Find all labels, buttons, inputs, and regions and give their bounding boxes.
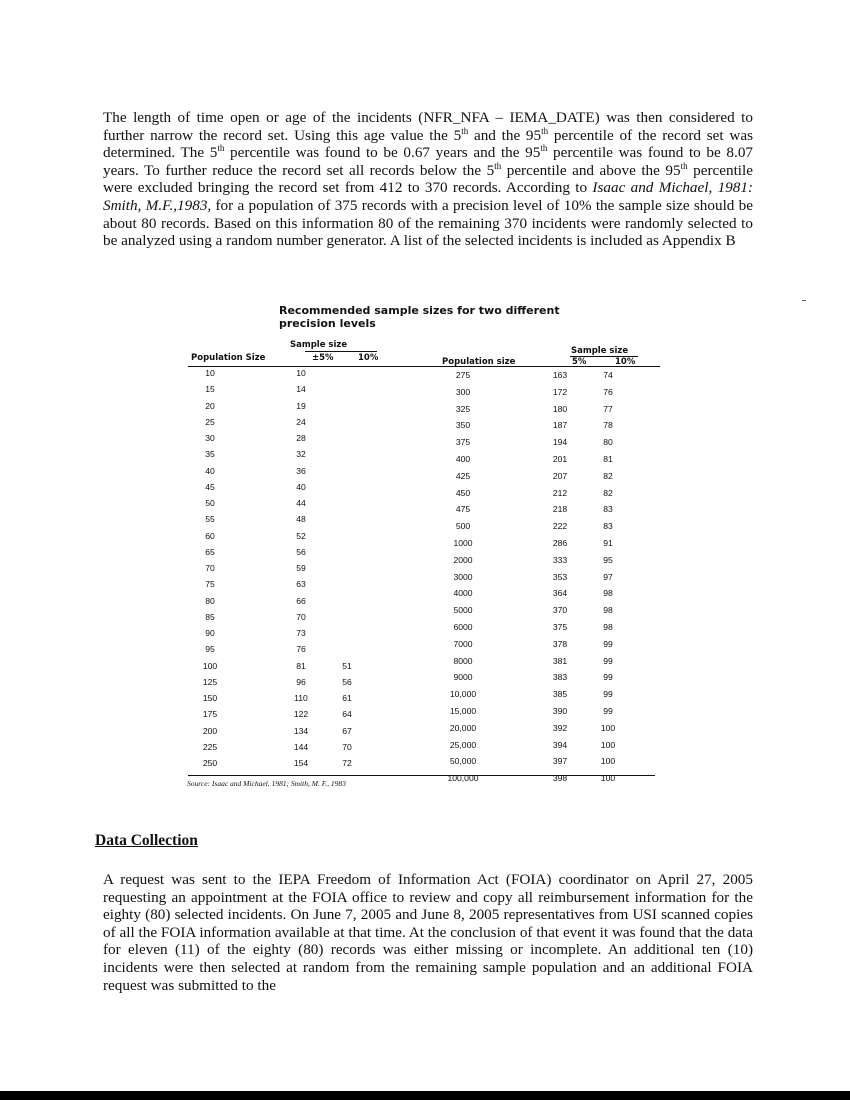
table-cell: 381 (552, 655, 568, 666)
table-cell: 3000 (453, 571, 473, 582)
table-cell: 70 (205, 563, 215, 573)
table-cell: 397 (552, 756, 568, 767)
table-cell: 375 (455, 437, 471, 448)
table-cell: 100 (202, 660, 218, 671)
table-cell: 99 (603, 706, 613, 716)
table-cell: 450 (455, 487, 471, 498)
table-cell: 154 (293, 758, 309, 768)
table-cell: 63 (296, 579, 306, 590)
table-cell: 475 (455, 504, 471, 515)
table-cell: 5000 (453, 605, 473, 616)
intro-paragraph: The length of time open or age of the incidents (NFR_NFA – IEMA_DATE) was then considered to further narrow the record set. Using this age value the 5th and the 95th percentile of the record set was determined. The 5th percentile was found to be 0.67 years and the 95th percentile was found to be 8.07 years. To further reduce the record set all records below the 5th percentile and above the 95th percentile were excluded bringing the record set from 412 to 370 records. According to Isaac and Michael, 1981: Smith, M.F.,1983, for a population of 375 records with a precision level of 10% the sample size should be about 80 records. Based on this information 80 of the remaining 370 incidents were randomly selected to be analyzed using a random number generator. A list of the selected incidents is included as Appendix B (103, 109, 754, 250)
table-cell: 125 (202, 676, 218, 687)
table-cell: 201 (552, 454, 568, 464)
table-cell: 76 (296, 644, 306, 655)
table-bottom-rule (188, 775, 655, 776)
table-cell: 95 (603, 554, 613, 565)
table-cell: 375 (552, 622, 568, 632)
table-source: Source: Isaac and Michael, 1981; Smith, M. F., 1983 (187, 779, 346, 788)
table-cell: 207 (552, 470, 568, 481)
table-cell: 172 (552, 386, 568, 397)
table-cell: 20 (205, 400, 215, 411)
table-cell: 97 (603, 571, 613, 582)
table-cell: 134 (293, 725, 309, 736)
table-cell: 24 (296, 416, 306, 427)
table-cell: 35 (205, 449, 215, 460)
table-cell: 36 (296, 465, 306, 476)
table-cell: 99 (603, 655, 613, 666)
table-cell: 14 (296, 384, 306, 395)
table-cell: 400 (455, 454, 471, 464)
population-size-header-right: Population size (442, 357, 516, 367)
table-cell: 65 (205, 546, 215, 557)
table-cell: 83 (603, 521, 613, 532)
table-cell: 378 (552, 638, 568, 649)
table-cell: 74 (603, 370, 613, 380)
table-cell: 212 (552, 487, 568, 498)
table-cell: 364 (552, 588, 568, 599)
table-cell: 59 (296, 563, 306, 573)
table-cell: 64 (342, 709, 352, 720)
table-cell: 8000 (453, 655, 473, 666)
table-cell: 45 (205, 481, 215, 492)
table-cell: 60 (205, 530, 215, 541)
table-top-rule (188, 366, 660, 367)
pct10-header-right: 10% (615, 357, 636, 367)
table-cell: 30 (205, 433, 215, 443)
table-cell: 76 (603, 386, 613, 397)
section-heading: Data Collection (95, 832, 198, 849)
table-cell: 56 (296, 546, 306, 557)
table-caption: Recommended sample sizes for two different precision levels (279, 304, 560, 330)
table-cell: 66 (296, 595, 306, 606)
table-cell: 353 (552, 571, 568, 582)
table-cell: 2000 (453, 554, 473, 565)
table-cell: 25 (205, 416, 215, 427)
table-cell: 275 (455, 370, 471, 380)
table-cell: 15 (205, 384, 215, 395)
table-cell: 187 (552, 420, 568, 431)
table-cell: 75 (205, 579, 215, 590)
data-collection-paragraph: A request was sent to the IEPA Freedom of Information Act (FOIA) coordinator on April 27, 2005 requesting an appointment at the FOIA office to review and copy all reimbursement information for the eighty (80) selected incidents. On June 7, 2005 and June 8, 2005 representatives from USI scanned copies of all the FOIA information available at that time. At the conclusion of that event it was found that the data for eleven (11) of the eighty (80) records was either missing or incomplete. An additional ten (10) incidents were then selected at random from the remaining sample population and an additional FOIA request was submitted to the (103, 871, 753, 994)
table-cell: 385 (552, 689, 568, 700)
table-cell: 44 (296, 498, 306, 508)
table-cell: 90 (205, 628, 215, 638)
table-cell: 6000 (453, 622, 473, 632)
table-cell: 40 (205, 465, 215, 476)
table-cell: 80 (603, 437, 613, 448)
table-cell: 15,000 (449, 706, 477, 716)
table-cell: 91 (603, 538, 613, 548)
table-cell: 96 (296, 676, 306, 687)
table-cell: 100 (600, 739, 616, 750)
table-cell: 61 (342, 693, 352, 703)
table-cell: 4000 (453, 588, 473, 599)
table-cell: 82 (603, 487, 613, 498)
margin-mark (802, 300, 806, 301)
table-cell: 78 (603, 420, 613, 431)
population-size-header-left: Population Size (191, 353, 266, 363)
table-cell: 392 (552, 722, 568, 733)
table-cell: 194 (552, 437, 568, 448)
table-cell: 99 (603, 672, 613, 683)
table-cell: 83 (603, 504, 613, 515)
table-cell: 333 (552, 554, 568, 565)
table-cell: 70 (342, 741, 352, 752)
table-cell: 100 (600, 722, 616, 733)
table-cell: 98 (603, 588, 613, 599)
table-cell: 500 (455, 521, 471, 532)
table-cell: 50 (205, 498, 215, 508)
table-cell: 51 (342, 660, 352, 671)
table-cell: 300 (455, 386, 471, 397)
table-cell: 100,000 (447, 773, 479, 784)
table-cell: 180 (552, 403, 568, 414)
table-cell: 50,000 (449, 756, 477, 767)
table-cell: 110 (294, 693, 308, 703)
table-cell: 10 (296, 368, 306, 378)
table-cell: 70 (296, 611, 306, 622)
table-cell: 390 (552, 706, 568, 716)
table-cell: 40 (296, 481, 306, 492)
table-cell: 98 (603, 605, 613, 616)
table-cell: 95 (205, 644, 215, 655)
table-cell: 32 (296, 449, 306, 460)
table-cell: 82 (603, 470, 613, 481)
table-cell: 350 (455, 420, 471, 431)
table-cell: 52 (296, 530, 306, 541)
table-cell: 425 (455, 470, 471, 481)
table-cell: 200 (202, 725, 218, 736)
table-cell: 100 (600, 756, 616, 767)
pct5-header-right: 5% (572, 357, 587, 367)
table-cell: 150 (202, 693, 218, 703)
table-cell: 122 (293, 709, 309, 720)
table-cell: 370 (552, 605, 568, 616)
table-cell: 225 (202, 741, 218, 752)
table-cell: 100 (600, 773, 616, 784)
sample-size-header-left: Sample size (290, 340, 348, 350)
table-cell: 398 (552, 773, 568, 784)
table-cell: 218 (552, 504, 568, 515)
table-cell: 55 (205, 514, 215, 525)
scan-edge (0, 1091, 850, 1100)
table-cell: 99 (603, 638, 613, 649)
table-cell: 163 (552, 370, 568, 380)
pct10-header-left: 10% (358, 353, 379, 363)
table-cell: 56 (342, 676, 352, 687)
table-cell: 9000 (453, 672, 473, 683)
table-cell: 19 (296, 400, 306, 411)
table-cell: 72 (342, 758, 352, 768)
table-cell: 73 (296, 628, 306, 638)
table-cell: 67 (342, 725, 352, 736)
table-cell: 222 (552, 521, 568, 532)
table-cell: 286 (552, 538, 568, 548)
table-cell: 81 (296, 660, 306, 671)
table-cell: 250 (202, 758, 218, 768)
table-cell: 7000 (453, 638, 473, 649)
table-cell: 48 (296, 514, 306, 525)
table-cell: 80 (205, 595, 215, 606)
table-cell: 175 (202, 709, 218, 720)
table-cell: 10 (205, 368, 215, 378)
table-cell: 85 (205, 611, 215, 622)
table-cell: 10,000 (449, 689, 477, 700)
table-cell: 383 (552, 672, 568, 683)
citation: Isaac and Michael, 1981: Smith, M.F.,1983, (103, 179, 753, 214)
table-cell: 25,000 (449, 739, 477, 750)
pct5-header-left: ±5% (312, 353, 334, 363)
table-cell: 325 (455, 403, 471, 414)
table-cell: 99 (603, 689, 613, 700)
table-cell: 1000 (453, 538, 473, 548)
table-cell: 98 (603, 622, 613, 632)
table-cell: 77 (603, 403, 613, 414)
table-cell: 28 (296, 433, 306, 443)
sample-size-header-right: Sample size (571, 346, 629, 356)
table-cell: 20,000 (449, 722, 477, 733)
table-cell: 394 (552, 739, 568, 750)
table-cell: 144 (293, 741, 309, 752)
table-cell: 81 (603, 454, 613, 464)
header-rule-left (305, 351, 377, 352)
